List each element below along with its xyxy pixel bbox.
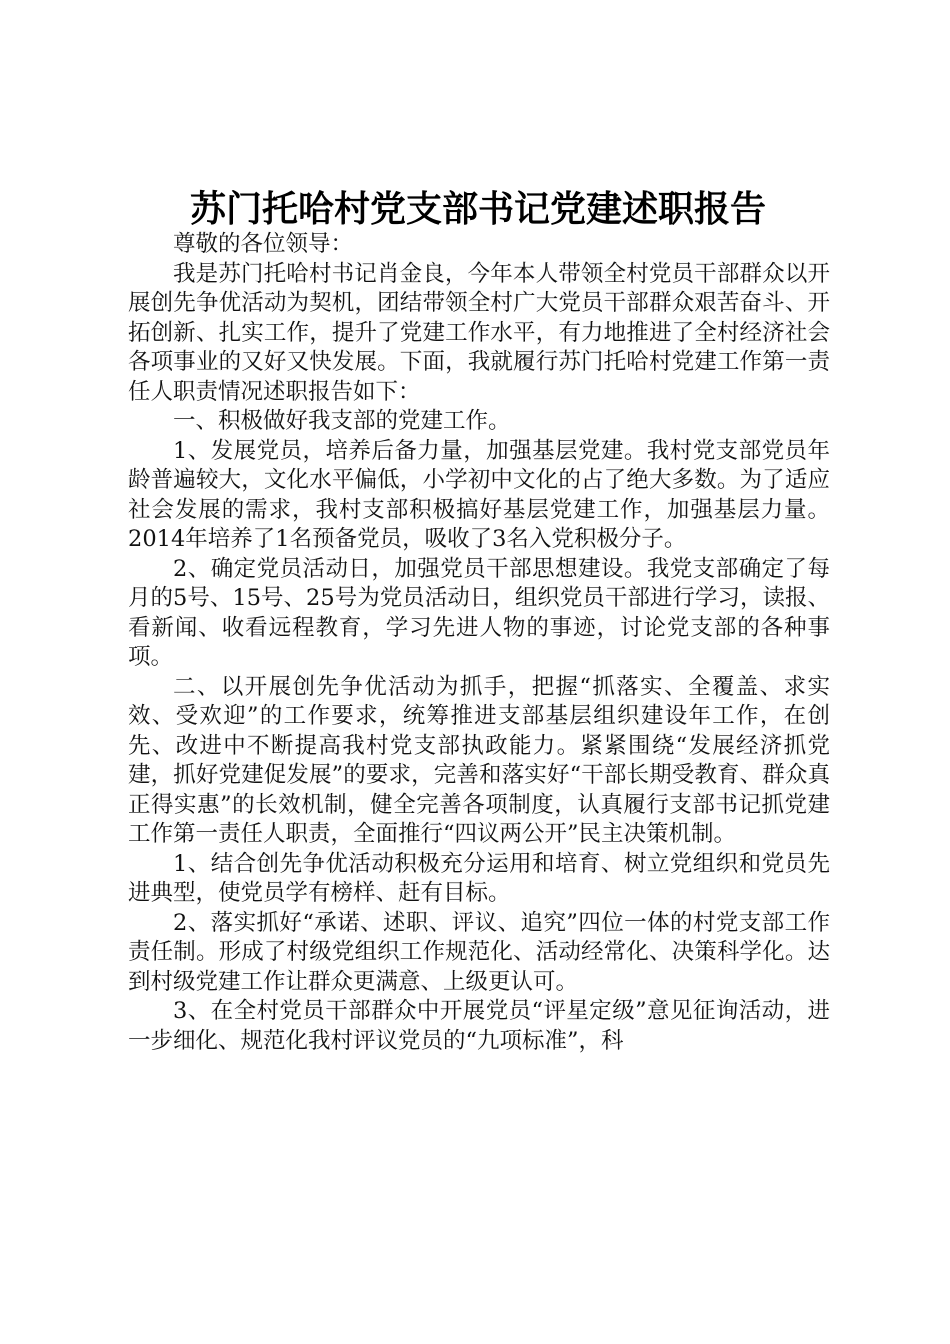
body-paragraph: 1、发展党员，培养后备力量，加强基层党建。我村党支部党员年龄普遍较大，文化水平偏低，小学初中文化的占了绝大多数。为了适应社会发展的需求，我村支部积极搞好基层党建工作，加强基层力量。2014年培养了1名预备党员，吸收了3名入党积极分子。	[128, 437, 830, 552]
salutation-paragraph: 尊敬的各位领导：	[173, 231, 354, 257]
body-paragraph: 1、结合创先争优活动积极充分运用和培育、树立党组织和党员先进典型，使党员学有榜样、赶有目标。	[128, 850, 830, 906]
body-paragraph: 2、确定党员活动日，加强党员干部思想建设。我党支部确定了每月的5号、15号、25号为党员活动日，组织党员干部进行学习，读报、看新闻、收看远程教育，学习先进人物的事迹，讨论党支部的各种事项。	[128, 555, 830, 670]
section-heading-2: 二、以开展创先争优活动为抓手，把握“抓落实、全覆盖、求实效、受欢迎”的工作要求，统筹推进支部基层组织建设年工作，在创先、改进中不断提高我村党支部执政能力。紧紧围绕“发展经济抓党建，抓好党建促发展”的要求，完善和落实好“干部长期受教育、群众真正得实惠”的长效机制，健全完善各项制度，认真履行支部书记抓党建工作第一责任人职责，全面推行“四议两公开”民主决策机制。	[128, 673, 830, 847]
document-title: 苏门托哈村党支部书记党建述职报告	[189, 188, 766, 230]
intro-paragraph: 我是苏门托哈村书记肖金良，今年本人带领全村党员干部群众以开展创先争优活动为契机，团结带领全村广大党员干部群众艰苦奋斗、开拓创新、扎实工作，提升了党建工作水平，有力地推进了全村经济社会各项事业的又好又快发展。下面，我就履行苏门托哈村党建工作第一责任人职责情况述职报告如下：	[128, 260, 830, 405]
body-paragraph: 2、落实抓好“承诺、述职、评议、追究”四位一体的村党支部工作责任制。形成了村级党组织工作规范化、活动经常化、决策科学化。达到村级党建工作让群众更满意、上级更认可。	[128, 909, 830, 995]
body-paragraph: 3、在全村党员干部群众中开展党员“评星定级”意见征询活动，进一步细化、规范化我村评议党员的“九项标准”，科	[128, 998, 830, 1054]
section-heading-1: 一、积极做好我支部的党建工作。	[173, 408, 511, 434]
document-body	[128, 230, 830, 1056]
